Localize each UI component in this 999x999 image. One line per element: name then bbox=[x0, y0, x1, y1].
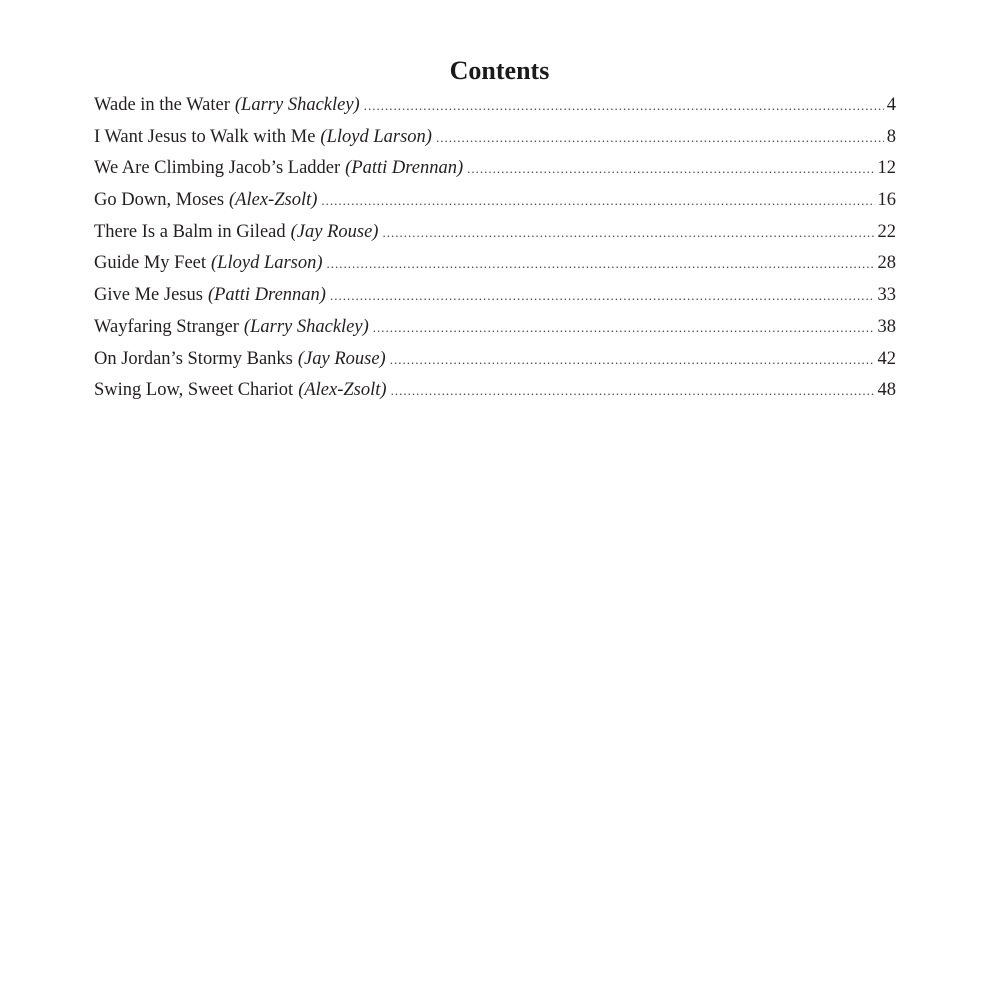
toc-entry-title: Give Me Jesus bbox=[94, 285, 203, 306]
toc-entry-arranger: (Larry Shackley) bbox=[243, 316, 369, 337]
toc-entry-page-number: 16 bbox=[877, 190, 896, 211]
toc-entry-title: Guide My Feet bbox=[94, 253, 207, 274]
toc-entry[interactable] bbox=[94, 280, 896, 312]
toc-entry-page-number: 42 bbox=[877, 348, 896, 369]
toc-entry-title: I Want Jesus to Walk with Me bbox=[94, 126, 316, 147]
dot-leader bbox=[390, 344, 875, 376]
toc-entry[interactable] bbox=[94, 122, 896, 154]
toc-entry-page-number: 48 bbox=[877, 380, 896, 401]
dot-leader bbox=[373, 312, 875, 344]
dot-leader bbox=[382, 217, 874, 249]
toc-entry-page-number: 38 bbox=[877, 316, 896, 337]
toc-entry-title: Go Down, Moses bbox=[94, 190, 225, 211]
dot-leader bbox=[391, 375, 875, 407]
toc-entry-page-number: 4 bbox=[886, 95, 896, 115]
toc-entry-arranger: (Patti Drennan) bbox=[207, 285, 326, 306]
toc-entry-page-number: 33 bbox=[877, 285, 896, 306]
dot-leader bbox=[327, 248, 875, 280]
toc-entry-arranger: (Jay Rouse) bbox=[290, 221, 379, 242]
toc-entry[interactable] bbox=[94, 248, 896, 280]
toc-entry[interactable] bbox=[94, 90, 896, 122]
toc-entry-page-number: 22 bbox=[877, 221, 896, 242]
toc-entry[interactable] bbox=[94, 217, 896, 249]
toc-entry-title: Swing Low, Sweet Chariot bbox=[94, 380, 294, 401]
dot-leader bbox=[321, 185, 874, 217]
table-of-contents bbox=[94, 90, 896, 407]
toc-entry[interactable] bbox=[94, 185, 896, 217]
toc-entry-page-number: 12 bbox=[877, 158, 896, 179]
toc-entry-arranger: (Larry Shackley) bbox=[234, 95, 360, 115]
toc-entry-arranger: (Patti Drennan) bbox=[345, 158, 464, 179]
dot-leader bbox=[364, 90, 884, 122]
toc-entry[interactable] bbox=[94, 153, 896, 185]
toc-entry[interactable] bbox=[94, 344, 896, 376]
toc-entry-title: There Is a Balm in Gilead bbox=[94, 221, 286, 242]
toc-entry[interactable] bbox=[94, 375, 896, 407]
dot-leader bbox=[330, 280, 875, 312]
toc-entry-arranger: (Jay Rouse) bbox=[297, 348, 386, 369]
toc-entry-title: Wayfaring Stranger bbox=[94, 316, 239, 337]
toc-entry[interactable] bbox=[94, 312, 896, 344]
page-title: Contents bbox=[449, 56, 550, 85]
dot-leader bbox=[436, 122, 884, 154]
toc-entry-page-number: 28 bbox=[877, 253, 896, 274]
toc-entry-arranger: (Alex-Zsolt) bbox=[298, 380, 387, 401]
toc-entry-arranger: (Lloyd Larson) bbox=[320, 126, 432, 147]
toc-entry-arranger: (Lloyd Larson) bbox=[211, 253, 323, 274]
dot-leader bbox=[467, 153, 874, 185]
toc-entry-title: We Are Climbing Jacob’s Ladder bbox=[94, 158, 341, 179]
toc-entry-title: On Jordan’s Stormy Banks bbox=[94, 348, 293, 369]
toc-entry-arranger: (Alex-Zsolt) bbox=[229, 190, 318, 211]
toc-entry-title: Wade in the Water bbox=[94, 95, 230, 115]
toc-entry-page-number: 8 bbox=[886, 126, 896, 147]
